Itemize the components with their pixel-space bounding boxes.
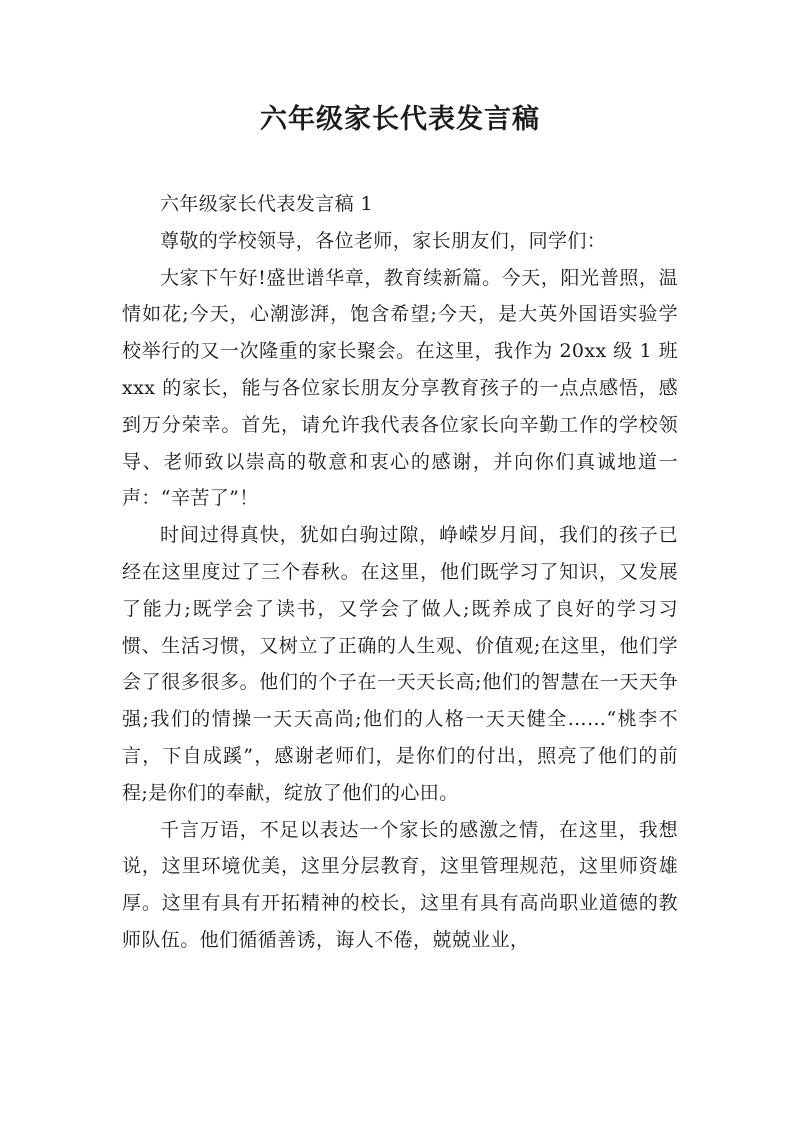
body-paragraph: 千言万语，不足以表达一个家长的感激之情，在这里，我想说，这里环境优美，这里分层教育，这里管理规范，这里师资雄厚。这里有具有开拓精神的校长，这里有具有高尚职业道德的教师队伍。他们循循善诱，诲人不倦，兢兢业业， <box>122 818 678 951</box>
body-paragraph: 大家下午好!盛世谱华章，教育续新篇。今天，阳光普照，温情如花;今天，心潮澎湃，饱含希望;今天，是大英外国语实验学校举行的又一次隆重的家长聚会。在这里，我作为 20xx 级 1 班 xxx 的家长，能与各位家长朋友分享教育孩子的一点点感悟，感到万分荣幸。首先，请允许我代表各位家长向辛勤工作的学校领导、老师致以崇高的敬意和衷心的感谢，并向你们真诚地道一声：“辛苦了”！ <box>122 266 678 510</box>
document-subtitle: 六年级家长代表发言稿 1 <box>160 193 373 215</box>
salutation-paragraph: 尊敬的学校领导，各位老师，家长朋友们，同学们： <box>160 229 607 252</box>
body-paragraph: 时间过得真快，犹如白驹过隙，峥嵘岁月间，我们的孩子已经在这里度过了三个春秋。在这里，他们既学习了知识，又发展了能力;既学会了读书，又学会了做人;既养成了良好的学习习惯、生活习惯，又树立了正确的人生观、价值观;在这里，他们学会了很多很多。他们的个子在一天天长高;他们的智慧在一天天争强;我们的情操一天天高尚;他们的人格一天天健全……“桃李不言，下自成蹊”，感谢老师们，是你们的付出，照亮了他们的前程;是你们的奉献，绽放了他们的心田。 <box>122 524 678 804</box>
document-body <box>122 186 678 959</box>
document-title: 六年级家长代表发言稿 <box>260 104 540 135</box>
